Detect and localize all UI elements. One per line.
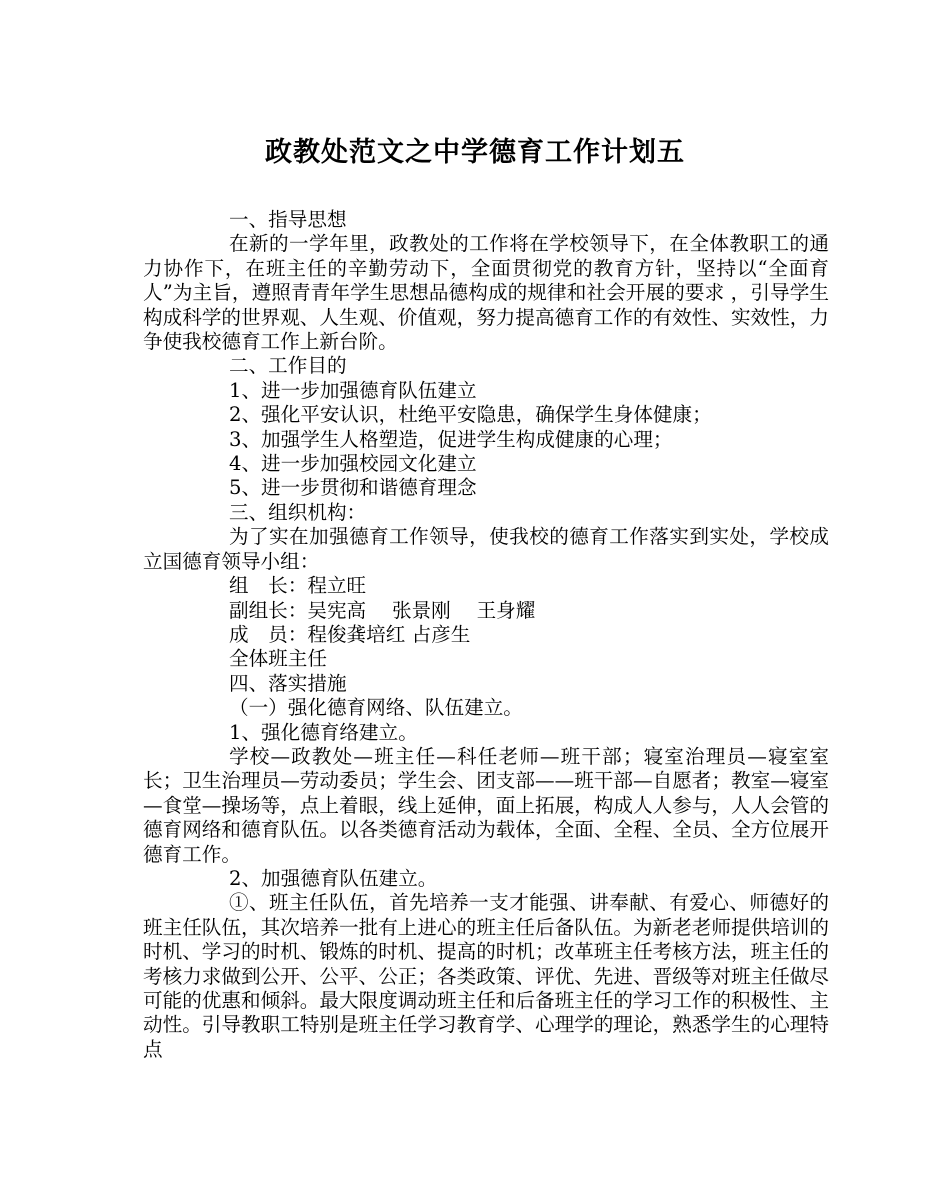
subsection-heading: 2、加强德育队伍建立。 — [229, 866, 438, 890]
body-paragraph: 在新的一学年里，政教处的工作将在学校领导下，在全体教职工的通力协作下，在班主任的辛勤劳动下，全面贯彻党的教育方针，坚持以“全面育人”为主旨，遵照青青年学生思想品德构成的规律和社会开展的要求 ，引导学生构成科学的世界观、人生观、价值观，努力提高德育工作的有效性、实效性，力争使我校德育工作上新台阶。 — [143, 232, 829, 354]
member-line: 副组长：吴宪高 张景刚 王身耀 — [229, 598, 536, 622]
body-paragraph: 学校—政教处—班主任—科任老师—班干部；寝室治理员—寝室室长；卫生治理员—劳动委员；学生会、团支部——班干部—自愿者；教室—寝室—食堂—操场等，点上着眼，线上延伸，面上拓展，构成人人参与，人人会管的德育网络和德育队伍。以各类德育活动为载体，全面、全程、全员、全方位展开德育工作。 — [143, 744, 829, 866]
list-item: 3、加强学生人格塑造，促进学生构成健康的心理； — [229, 427, 673, 451]
document-title: 政教处范文之中学德育工作计划五 — [265, 137, 685, 168]
body-paragraph: 为了实在加强德育工作领导，使我校的德育工作落实到实处，学校成立国德育领导小组： — [143, 525, 829, 573]
member-line: 组 长：程立旺 — [229, 574, 367, 598]
document-body — [143, 208, 829, 1062]
subsection-heading: 1、强化德育络建立。 — [229, 720, 418, 744]
list-item: 5、进一步贯彻和谐德育理念 — [229, 476, 477, 500]
body-paragraph: ①、班主任队伍，首先培养一支才能强、讲奉献、有爱心、师德好的班主任队伍，其次培养一批有上进心的班主任后备队伍。为新老老师提供培训的时机、学习的时机、锻炼的时机、提高的时机；改革班主任考核方法，班主任的考核力求做到公开、公平、公正；各类政策、评优、先进、晋级等对班主任做尽可能的优惠和倾斜。最大限度调动班主任和后备班主任的学习工作的积极性、主动性。引导教职工特别是班主任学习教育学、心理学的理论，熟悉学生的心理特点 — [143, 891, 829, 1061]
member-line: 全体班主任 — [229, 647, 327, 671]
section-heading: 一、指导思想 — [229, 208, 347, 231]
section-heading: 四、落实措施 — [229, 671, 347, 695]
section-heading: 三、组织机构： — [229, 500, 367, 524]
section-heading: 二、工作目的 — [229, 354, 347, 378]
list-item: 1、进一步加强德育队伍建立 — [229, 378, 477, 402]
member-line: 成 员：程俊龚培红 占彦生 — [229, 622, 471, 646]
list-item: 2、强化平安认识，杜绝平安隐患，确保学生身体健康； — [229, 403, 712, 427]
subsection-heading: （一）强化德育网络、队伍建立。 — [229, 696, 523, 720]
list-item: 4、进一步加强校园文化建立 — [229, 452, 477, 476]
